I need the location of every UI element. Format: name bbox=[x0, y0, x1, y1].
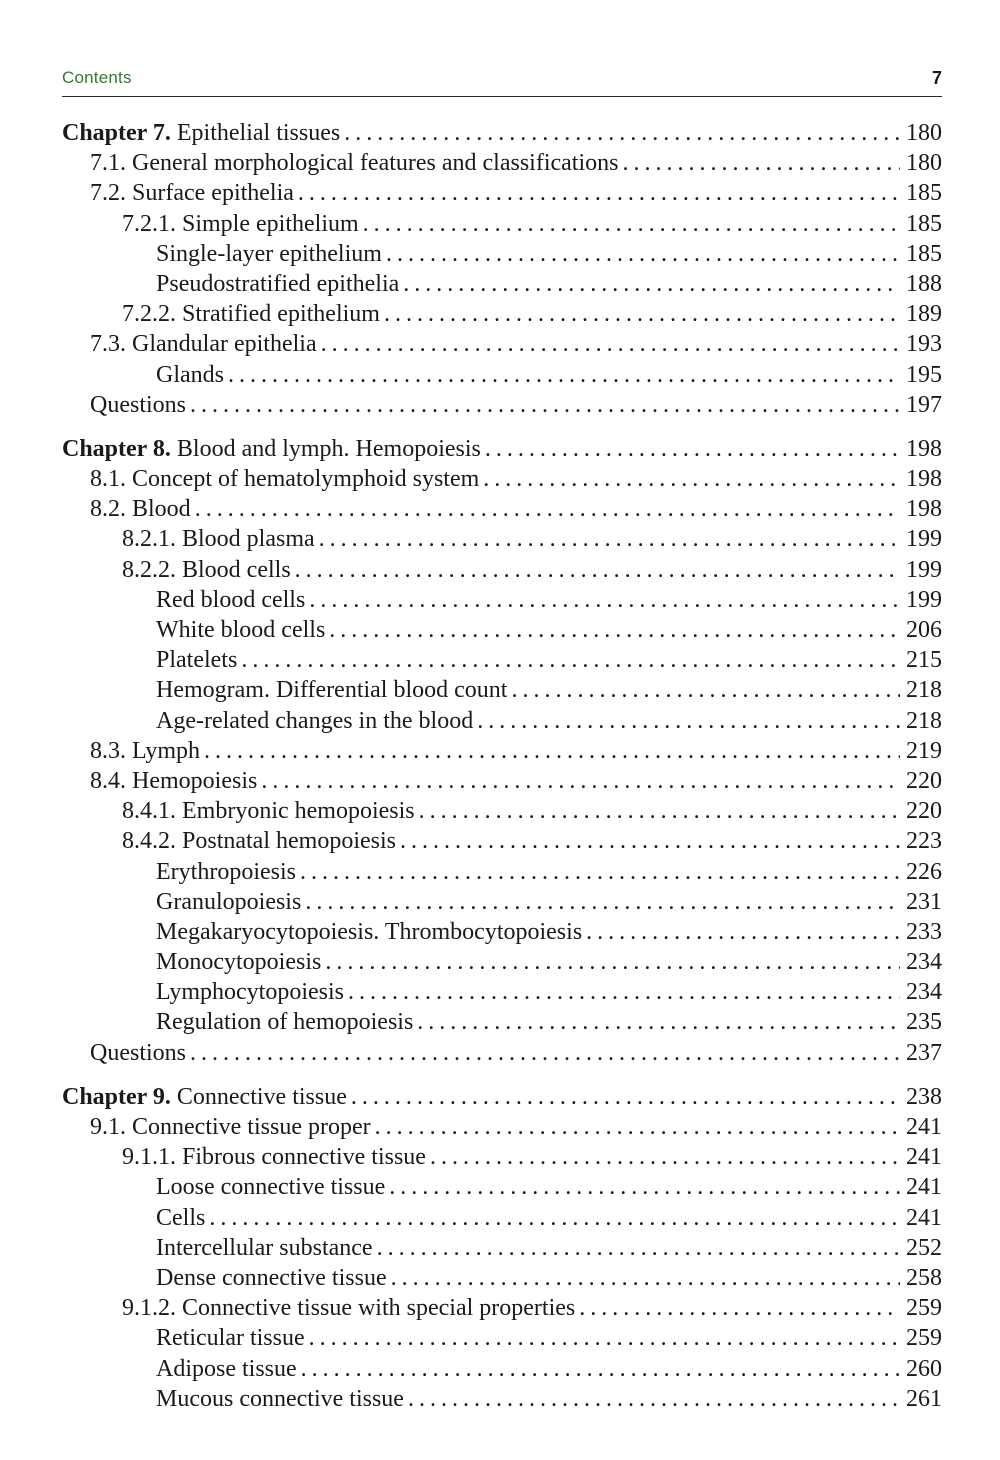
toc-entry[interactable] bbox=[62, 494, 942, 524]
toc-entry-title: 9.1.1. Fibrous connective tissue bbox=[122, 1144, 426, 1171]
dot-leader bbox=[228, 360, 900, 390]
toc-entry[interactable] bbox=[62, 1233, 942, 1263]
toc-entry-page-number: 219 bbox=[906, 737, 942, 764]
toc-entry[interactable] bbox=[62, 947, 942, 977]
toc-entry-page-number: 185 bbox=[906, 210, 942, 237]
toc-entry[interactable] bbox=[62, 1293, 942, 1323]
toc-entry-title: 7.2.1. Simple epithelium bbox=[122, 210, 359, 237]
dot-leader bbox=[295, 555, 900, 585]
dot-leader bbox=[419, 796, 900, 826]
dot-leader bbox=[301, 1354, 900, 1384]
toc-entry[interactable] bbox=[62, 766, 942, 796]
toc-entry-page-number: 234 bbox=[906, 949, 942, 976]
dot-leader bbox=[298, 178, 900, 208]
dot-leader bbox=[325, 947, 900, 977]
table-of-contents bbox=[62, 118, 942, 1428]
toc-entry-page-number: 259 bbox=[906, 1295, 942, 1322]
chapter-label: Chapter 8. bbox=[62, 435, 171, 462]
toc-entry-title: Granulopoiesis bbox=[156, 888, 302, 915]
dot-leader bbox=[195, 494, 900, 524]
toc-entry-page-number: 259 bbox=[906, 1325, 942, 1352]
toc-entry-page-number: 185 bbox=[906, 180, 942, 207]
toc-entry[interactable] bbox=[62, 390, 942, 420]
toc-entry-title: Cells bbox=[156, 1204, 206, 1231]
dot-leader bbox=[408, 1384, 900, 1414]
dot-leader bbox=[477, 706, 900, 736]
toc-entry-page-number: 252 bbox=[906, 1234, 942, 1261]
toc-entry-page-number: 223 bbox=[906, 828, 942, 855]
dot-leader bbox=[305, 887, 900, 917]
toc-entry-title: 8.2.2. Blood cells bbox=[122, 556, 291, 583]
toc-entry-title: White blood cells bbox=[156, 617, 326, 643]
toc-entry-page-number: 198 bbox=[906, 496, 942, 523]
toc-entry[interactable] bbox=[62, 826, 942, 856]
toc-entry[interactable] bbox=[62, 585, 942, 615]
dot-leader bbox=[400, 826, 900, 856]
page-number: 7 bbox=[931, 68, 942, 88]
dot-leader bbox=[377, 1233, 900, 1263]
chapter-name: Blood and lymph. Hemopoiesis bbox=[170, 435, 481, 462]
chapter-label: Chapter 9. bbox=[62, 1083, 171, 1110]
dot-leader bbox=[511, 675, 900, 705]
toc-entry[interactable] bbox=[62, 1203, 942, 1233]
toc-entry-title: 7.3. Glandular epithelia bbox=[90, 331, 317, 358]
chapter-label: Chapter 7. bbox=[62, 120, 171, 146]
toc-entry-page-number: 237 bbox=[906, 1039, 942, 1066]
toc-entry-title: 8.2. Blood bbox=[90, 496, 191, 523]
toc-entry[interactable] bbox=[62, 1142, 942, 1172]
toc-entry-page-number: 241 bbox=[906, 1144, 942, 1171]
toc-entry-page-number: 188 bbox=[906, 270, 942, 297]
toc-entry[interactable] bbox=[62, 706, 942, 736]
chapter-page-number: 198 bbox=[906, 435, 942, 462]
chapter-title bbox=[62, 434, 481, 464]
dot-leader bbox=[391, 1263, 900, 1293]
toc-entry-page-number: 215 bbox=[906, 647, 942, 674]
toc-entry[interactable] bbox=[62, 239, 942, 269]
dot-leader bbox=[389, 1172, 900, 1202]
chapter-title bbox=[62, 1082, 347, 1112]
toc-entry-page-number: 199 bbox=[906, 586, 942, 613]
chapter-block bbox=[62, 118, 942, 420]
toc-entry-title: Age-related changes in the blood bbox=[156, 707, 474, 734]
toc-entry[interactable] bbox=[62, 887, 942, 917]
toc-entry-title: 8.2.1. Blood plasma bbox=[122, 526, 315, 553]
toc-entry[interactable] bbox=[62, 645, 942, 675]
toc-entry-title: 7.1. General morphological features and classifications bbox=[90, 150, 619, 177]
toc-entry-page-number: 241 bbox=[906, 1174, 942, 1201]
chapter-page-number: 238 bbox=[906, 1083, 942, 1110]
toc-entry-title: Mucous connective tissue bbox=[156, 1385, 404, 1412]
chapter-page-number: 180 bbox=[906, 120, 942, 146]
toc-entry-title: Questions bbox=[90, 391, 186, 418]
dot-leader bbox=[309, 585, 900, 615]
dot-leader bbox=[579, 1293, 900, 1323]
toc-entry[interactable] bbox=[62, 1172, 942, 1202]
dot-leader bbox=[241, 645, 900, 675]
toc-entry-title: 8.1. Concept of hematolymphoid system bbox=[90, 466, 480, 493]
dot-leader bbox=[300, 857, 900, 887]
toc-entry-page-number: 218 bbox=[906, 707, 942, 734]
toc-entry-title: Loose connective tissue bbox=[156, 1174, 386, 1201]
toc-entry-page-number: 180 bbox=[906, 150, 942, 177]
dot-leader bbox=[485, 434, 900, 464]
toc-entry-page-number: 261 bbox=[906, 1385, 942, 1412]
toc-entry[interactable] bbox=[62, 524, 942, 554]
chapter-title bbox=[62, 118, 340, 148]
toc-entry-title: 9.1. Connective tissue proper bbox=[90, 1114, 371, 1140]
dot-leader bbox=[329, 615, 900, 645]
dot-leader bbox=[384, 299, 900, 329]
toc-entry-page-number: 189 bbox=[906, 301, 942, 328]
dot-leader bbox=[190, 390, 900, 420]
toc-entry[interactable] bbox=[62, 857, 942, 887]
dot-leader bbox=[348, 977, 900, 1007]
toc-entry[interactable] bbox=[62, 360, 942, 390]
chapter-name: Epithelial tissues bbox=[170, 120, 341, 146]
toc-entry-page-number: 241 bbox=[906, 1204, 942, 1231]
chapter-block bbox=[62, 434, 942, 1068]
toc-entry[interactable] bbox=[62, 1323, 942, 1353]
toc-entry-page-number: 231 bbox=[906, 888, 942, 915]
toc-entry-title: Regulation of hemopoiesis bbox=[156, 1009, 414, 1036]
toc-entry[interactable] bbox=[62, 1384, 942, 1414]
toc-entry-title: Reticular tissue bbox=[156, 1325, 305, 1352]
toc-entry-page-number: 260 bbox=[906, 1355, 942, 1382]
toc-entry[interactable] bbox=[62, 1007, 942, 1037]
dot-leader bbox=[430, 1142, 900, 1172]
running-header bbox=[62, 68, 942, 97]
toc-entry-page-number: 198 bbox=[906, 466, 942, 493]
toc-entry-page-number: 195 bbox=[906, 361, 942, 388]
toc-entry-page-number: 226 bbox=[906, 858, 942, 885]
toc-entry-page-number: 233 bbox=[906, 918, 942, 945]
toc-entry-title: 8.3. Lymph bbox=[90, 737, 201, 764]
toc-entry-title: 9.1.2. Connective tissue with special properties bbox=[122, 1295, 576, 1322]
toc-entry-title: Platelets bbox=[156, 647, 238, 674]
toc-entry-page-number: 220 bbox=[906, 798, 942, 825]
toc-entry-page-number: 199 bbox=[906, 556, 942, 583]
toc-entry-title: Megakaryocytopoiesis. Thrombocytopoiesis bbox=[156, 918, 583, 945]
dot-leader bbox=[403, 269, 900, 299]
toc-entry-page-number: 193 bbox=[906, 331, 942, 358]
toc-entry-title: Dense connective tissue bbox=[156, 1264, 387, 1291]
toc-entry[interactable] bbox=[62, 615, 942, 645]
toc-entry[interactable] bbox=[62, 917, 942, 947]
toc-entry-title: 8.4.2. Postnatal hemopoiesis bbox=[122, 828, 396, 855]
toc-entry-page-number: 218 bbox=[906, 677, 942, 704]
toc-entry[interactable] bbox=[62, 1354, 942, 1384]
toc-entry-page-number: 258 bbox=[906, 1264, 942, 1291]
toc-entry-title: 8.4.1. Embryonic hemopoiesis bbox=[122, 798, 415, 825]
toc-entry[interactable] bbox=[62, 736, 942, 766]
toc-entry-title: 7.2.2. Stratified epithelium bbox=[122, 301, 380, 328]
toc-entry-title: Lymphocytopoiesis bbox=[156, 979, 344, 1006]
dot-leader bbox=[386, 239, 900, 269]
toc-entry-title: Hemogram. Differential blood count bbox=[156, 677, 508, 704]
toc-entry-page-number: 235 bbox=[906, 1009, 942, 1036]
toc-entry[interactable] bbox=[62, 329, 942, 359]
toc-entry[interactable] bbox=[62, 1038, 942, 1068]
toc-entry-title: Questions bbox=[90, 1039, 186, 1066]
toc-entry-page-number: 241 bbox=[906, 1114, 942, 1140]
dot-leader bbox=[190, 1038, 900, 1068]
toc-entry-title: Adipose tissue bbox=[156, 1355, 297, 1382]
toc-entry-title: Pseudostratified epithelia bbox=[156, 270, 400, 297]
toc-entry-title: 8.4. Hemopoiesis bbox=[90, 767, 258, 794]
dot-leader bbox=[261, 766, 900, 796]
dot-leader bbox=[483, 464, 900, 494]
toc-entry-title: Red blood cells bbox=[156, 586, 306, 613]
dot-leader bbox=[363, 209, 900, 239]
toc-entry-title: Monocytopoiesis bbox=[156, 949, 322, 976]
toc-entry[interactable] bbox=[62, 555, 942, 585]
chapter-block bbox=[62, 1082, 942, 1414]
toc-entry[interactable] bbox=[62, 269, 942, 299]
toc-entry-page-number: 185 bbox=[906, 240, 942, 267]
toc-entry[interactable] bbox=[62, 209, 942, 239]
dot-leader bbox=[351, 1082, 900, 1112]
toc-entry[interactable] bbox=[62, 675, 942, 705]
toc-entry-page-number: 199 bbox=[906, 526, 942, 553]
dot-leader bbox=[309, 1323, 900, 1353]
dot-leader bbox=[204, 736, 900, 766]
toc-entry-page-number: 234 bbox=[906, 979, 942, 1006]
dot-leader bbox=[321, 329, 900, 359]
chapter-heading[interactable] bbox=[62, 434, 942, 464]
dot-leader bbox=[319, 524, 900, 554]
toc-entry-title: Intercellular substance bbox=[156, 1234, 373, 1261]
toc-entry-page-number: 220 bbox=[906, 767, 942, 794]
toc-entry-page-number: 197 bbox=[906, 391, 942, 418]
toc-entry[interactable] bbox=[62, 977, 942, 1007]
dot-leader bbox=[375, 1112, 900, 1142]
dot-leader bbox=[417, 1007, 900, 1037]
toc-entry[interactable] bbox=[62, 464, 942, 494]
toc-entry-page-number: 206 bbox=[906, 617, 942, 643]
toc-entry[interactable] bbox=[62, 299, 942, 329]
toc-entry-title: Single-layer epithelium bbox=[156, 240, 382, 267]
toc-entry-title: Erythropoiesis bbox=[156, 858, 296, 885]
toc-entry[interactable] bbox=[62, 796, 942, 826]
chapter-name: Connective tissue bbox=[170, 1083, 347, 1110]
toc-entry-title: Glands bbox=[156, 361, 224, 388]
toc-entry[interactable] bbox=[62, 1263, 942, 1293]
toc-entry[interactable] bbox=[62, 148, 942, 178]
dot-leader bbox=[586, 917, 900, 947]
chapter-heading[interactable] bbox=[62, 118, 942, 148]
toc-entry[interactable] bbox=[62, 178, 942, 208]
toc-entry-title: 7.2. Surface epithelia bbox=[90, 180, 294, 207]
chapter-heading[interactable] bbox=[62, 1082, 942, 1112]
dot-leader bbox=[622, 148, 900, 178]
toc-entry[interactable] bbox=[62, 1112, 942, 1142]
dot-leader bbox=[209, 1203, 900, 1233]
running-header-title: Contents bbox=[62, 68, 132, 87]
dot-leader bbox=[344, 118, 900, 148]
